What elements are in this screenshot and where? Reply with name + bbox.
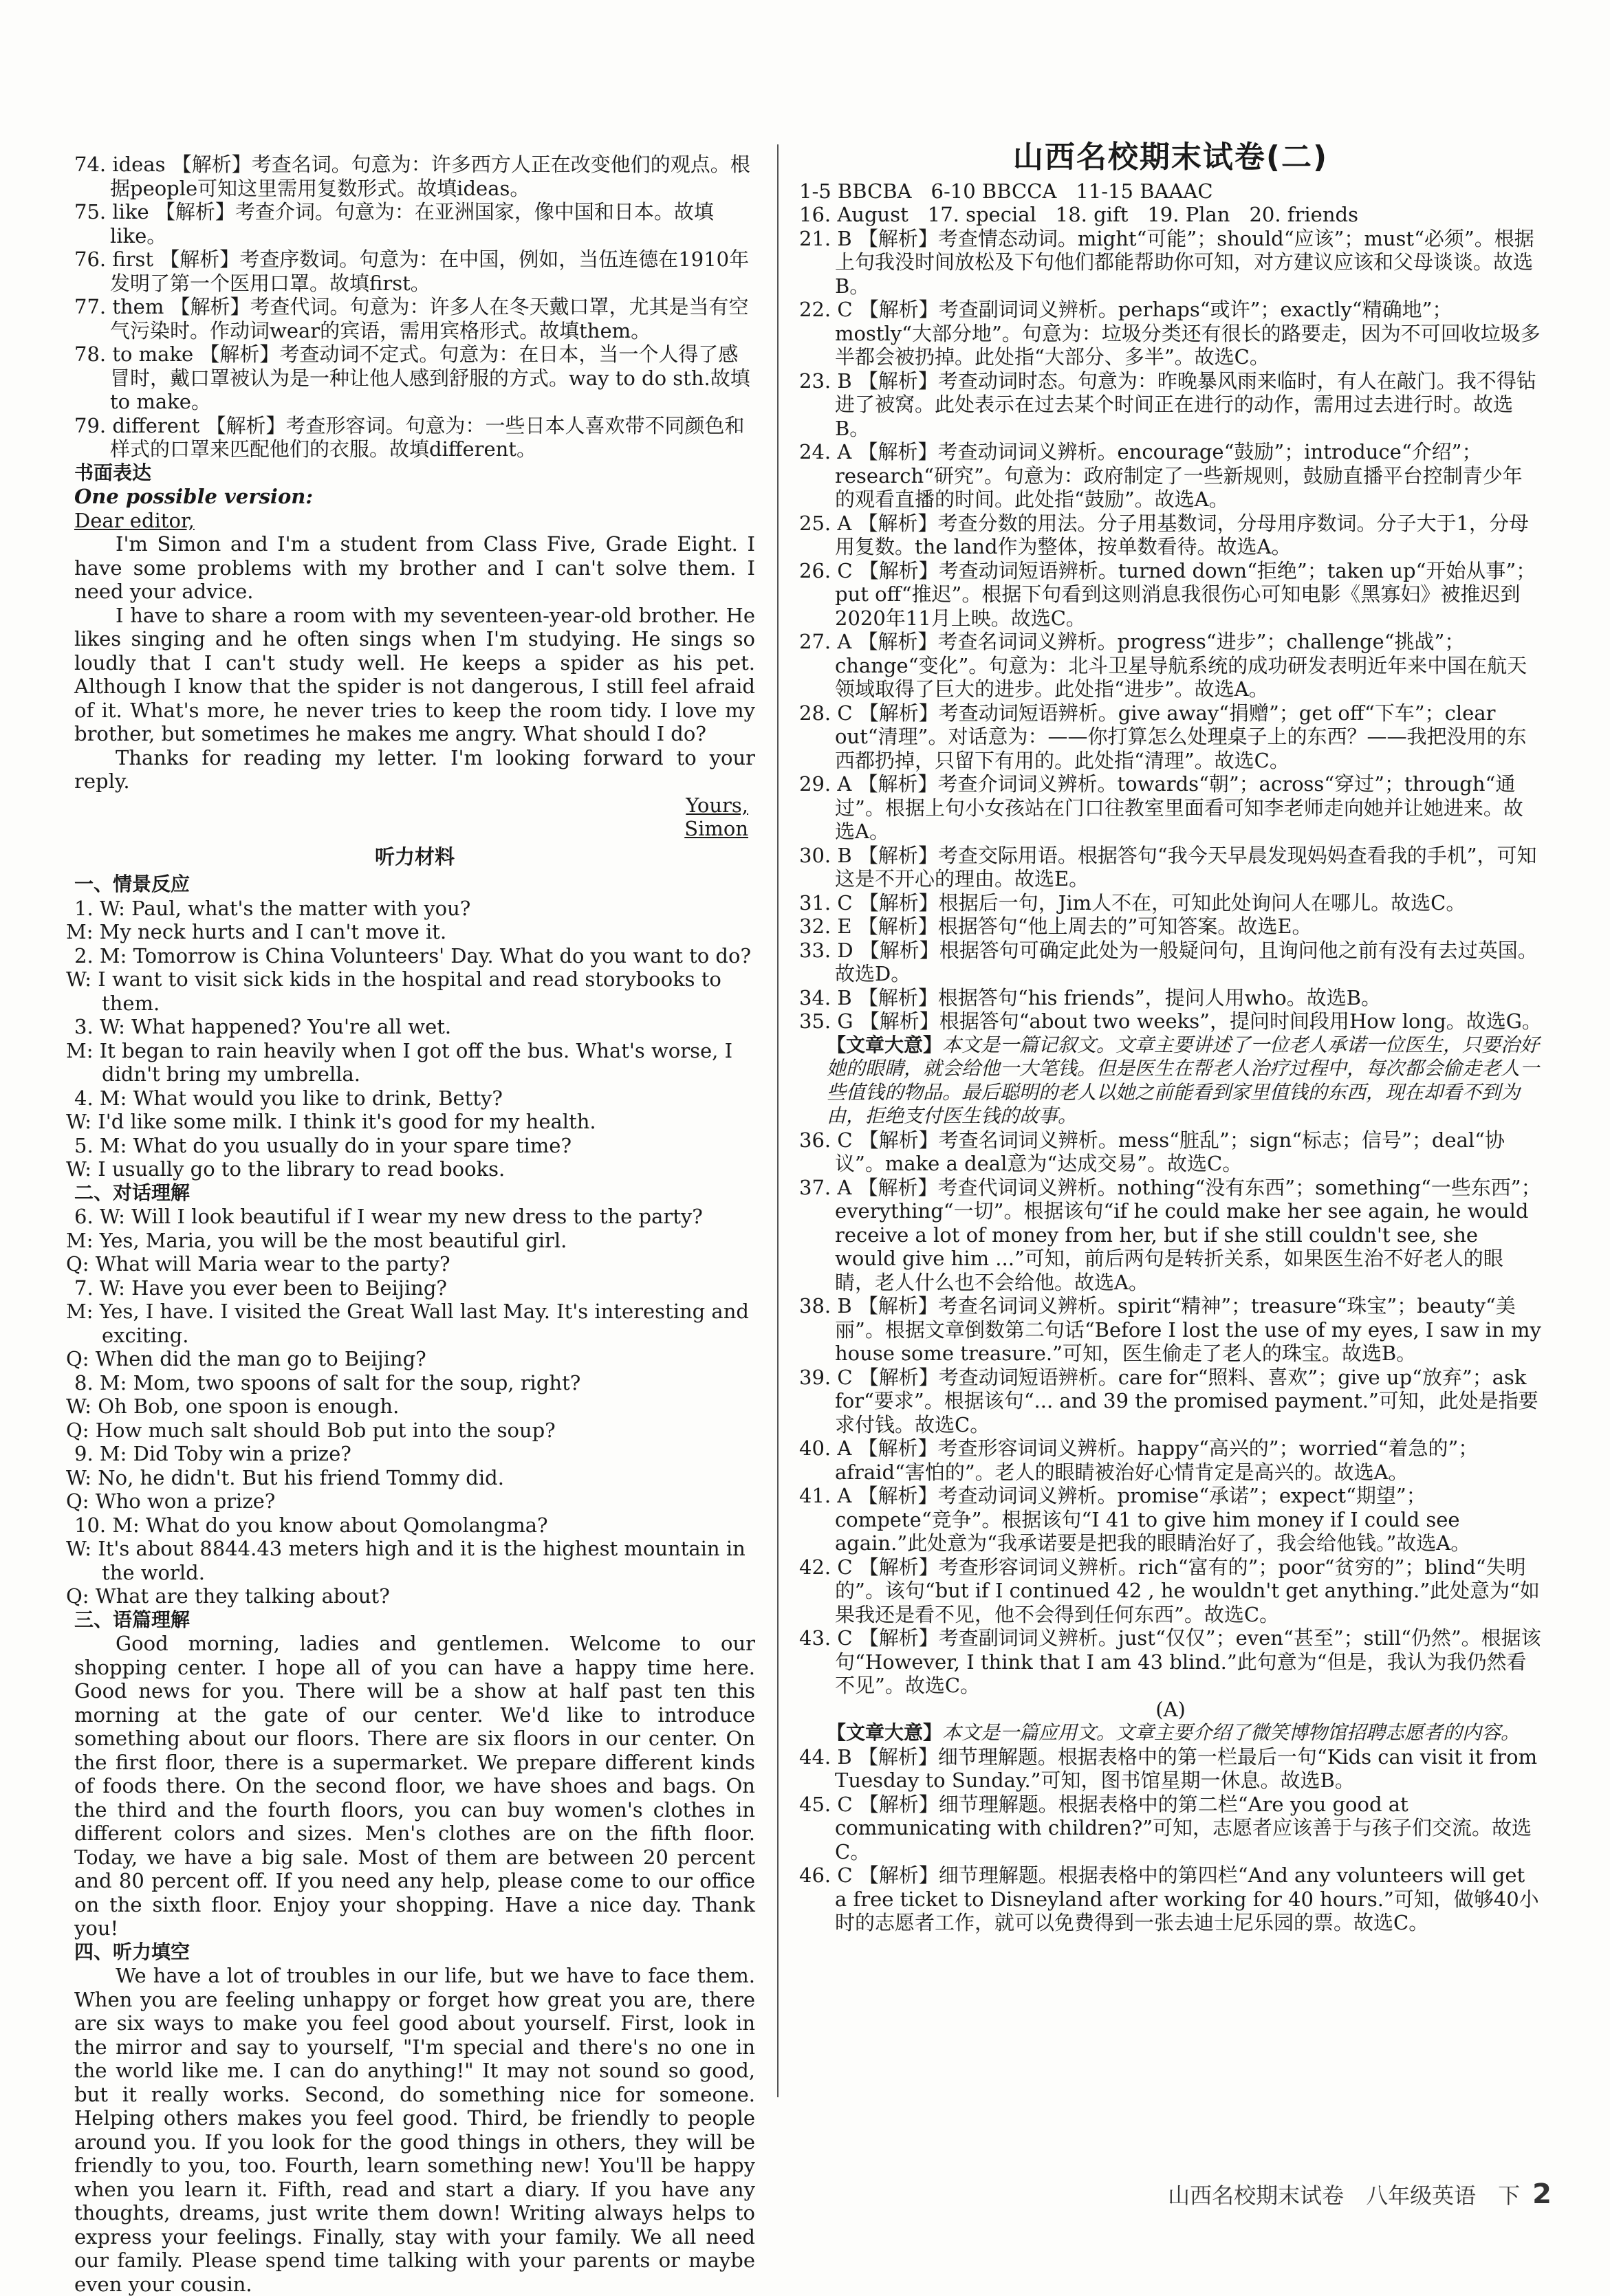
dialog-line: 10. M: What do you know about Qomolangma? (74, 1513, 548, 1537)
answer-item: 26. C 【解析】考查动词短语辨析。turned down“拒绝”；taken up“开始从事”；put off“推迟”。根据下句看到这则消息我很伤心可知电影《黑寡妇》被推迟到2020年11月上映。故选C。 (799, 558, 1536, 630)
answer-item: 37. A 【解析】考查代词词义辨析。nothing“没有东西”；something“一些东西”；everything“一切”。根据该句“if he could make her see again, he would receive a lot of money from her, but if she still couldn't see, she would give him ...”可知，前后两句是转折关系，如果医生治不好老人的眼睛，老人什么也不会给他。故选A。 (799, 1175, 1541, 1294)
right-column (799, 140, 1542, 1935)
section-4-heading: 四、听力填空 (74, 1940, 191, 1963)
writing-heading: 书面表达 (74, 461, 152, 484)
summary-2-text: 本文是一篇应用文。文章主要介绍了微笑博物馆招聘志愿者的内容。 (942, 1721, 1521, 1744)
version-label: One possible version: (74, 485, 314, 508)
answer-item: 46. C 【解析】细节理解题。根据表格中的第四栏“And any volunteers will get a free ticket to Disneyland after working for 40 hours.”可知，做够40小时的志愿者工作，就可以免费得到一张去迪士尼乐园的票。故选C。 (799, 1863, 1539, 1934)
answer-item: 39. C 【解析】考查动词短语辨析。care for“照料、喜欢”；give up“放弃”；ask for“要求”。根据该句“... and 39 the promised payment.”可知，此处是指要求付钱。故选C。 (799, 1365, 1538, 1436)
answer-item: 29. A 【解析】考查介词词义辨析。towards“朝”；across“穿过”；through“通过”。根据上句小女孩站在门口往教室里面看可知李老师走向她并让她进来。故选A。 (799, 772, 1523, 843)
left-column (66, 153, 755, 2296)
answer-item: 40. A 【解析】考查形容词词义辨析。happy“高兴的”；worried“着急的”；afraid“害怕的”。老人的眼睛被治好心情肯定是高兴的。故选A。 (799, 1436, 1479, 1484)
dialog-item (66, 1086, 755, 1134)
answer-item: 79. different 【解析】考查形容词。句意为：一些日本人喜欢带不同颜色和样式的口罩来匹配他们的衣服。故填different。 (74, 413, 745, 461)
letter-paragraph: Thanks for reading my letter. I'm looking forward to your reply. (74, 745, 755, 793)
answer-item: 34. B 【解析】根据答句“his friends”，提问人用who。故选B。 (799, 985, 1381, 1009)
answer-item: 77. them 【解析】考查代词。句意为：许多人在冬天戴口罩，尤其是当有空气污染时。作动词wear的宾语，需用宾格形式。故填them。 (74, 295, 749, 342)
answer-item: 78. to make 【解析】考查动词不定式。句意为：在日本，当一个人得了感冒时，戴口罩被认为是一种让他人感到舒服的方式。way to do sth.故填to make。 (74, 342, 750, 413)
answer-item: 74. ideas 【解析】考查名词。句意为：许多西方人正在改变他们的观点。根据people可知这里需用复数形式。故填ideas。 (74, 153, 750, 200)
letter-paragraph: I'm Simon and I'm a student from Class Five, Grade Eight. I have some problems with my brother and I can't solve them. I need your advice. (74, 532, 755, 603)
page-footer (1168, 2178, 1552, 2210)
dialog-item (66, 943, 755, 1016)
dialog-item (66, 1513, 755, 1608)
dialog-line: W: I'd like some milk. I think it's good for my health. (66, 1110, 596, 1133)
section-2-heading: 二、对话理解 (74, 1181, 191, 1204)
salutation: Dear editor, (74, 508, 195, 532)
dialog-line: Q: When did the man go to Beijing? (66, 1347, 426, 1370)
answer-item: 43. C 【解析】考查副词词义辨析。just“仅仅”；even“甚至”；still“仍然”。根据该句“However, I think that I am 43 blind.”此句意为“但是，我认为我仍然看不见”。故选C。 (799, 1626, 1541, 1697)
answer-item: 41. A 【解析】考查动词词义辨析。promise“承诺”；expect“期望”；compete“竞争”。根据该句“I 41 to give him money if I could see again.”此处意为“我承诺要是把我的眼睛治好了，我会给他钱。”故选A。 (799, 1484, 1471, 1555)
dialog-line: 5. M: What do you usually do in your spare time? (74, 1133, 572, 1157)
answer-item: 22. C 【解析】考查副词词义辨析。perhaps“或许”；exactly“精确地”；mostly“大部分地”。句意为：垃圾分类还有很长的路要走，因为不可回收垃圾多半都会被扔掉。此处指“大部分、多半”。故选C。 (799, 298, 1541, 369)
dialog-line: Q: How much salt should Bob put into the soup? (66, 1418, 556, 1442)
answer-key: 17. special (927, 203, 1036, 226)
dialog-item (66, 1370, 755, 1443)
answer-item: 36. C 【解析】考查名词词义辨析。mess“脏乱”；sign“标志；信号”；deal“协议”。make a deal意为“达成交易”。故选C。 (799, 1128, 1505, 1175)
dialog-line: Q: Who won a prize? (66, 1489, 276, 1513)
dialog-line: W: I want to visit sick kids in the hospital and read storybooks to them. (66, 967, 721, 1015)
dialog-line: 8. M: Mom, two spoons of salt for the soup, right? (74, 1370, 581, 1395)
dialog-line: 3. W: What happened? You're all wet. (74, 1015, 452, 1038)
listening-title: 听力材料 (374, 844, 455, 868)
answer-item: 45. C 【解析】细节理解题。根据表格中的第二栏“Are you good at communicating with children?”可知，志愿者应该善于与孩子们交流。故选C。 (799, 1792, 1532, 1863)
dialog-line: 2. M: Tomorrow is China Volunteers' Day. What do you want to do? (74, 943, 751, 967)
passage-4: We have a lot of troubles in our life, but we have to face them. When you are feeling unhappy or forget how great you are, there are six ways to make you feel good about yourself. First, look in the mirror and say to yourself, "I'm special and there's no one in the world like me. I can do anything!" It may not sound so good, but it really works. Second, do something nice for someone. Helping others makes you feel good. Third, be friendly to people around you. If you look for the good things in others, they will be friendly to you, too. Fourth, learn something new! You'll be happy when you learn it. Fifth, read and start a diary. If you have any thoughts, dreams, just write them down! Writing always helps to express your feelings. Finally, stay with your family. We all need our family. Please spend time talking with your parents or maybe even your cousin. (74, 1964, 755, 2296)
dialog-line: M: My neck hurts and I can't move it. (66, 920, 447, 943)
closing: Yours, (686, 793, 748, 817)
answer-item: 25. A 【解析】考查分数的用法。分子用基数词，分母用序数词。分子大于1，分母用复数。the land作为整体，按单数看待。故选A。 (799, 511, 1529, 558)
answer-item: 33. D 【解析】根据答句可确定此处为一般疑问句，且询问他之前有没有去过英国。故选D。 (799, 938, 1538, 985)
answer-key: 1-5 BBCBA (799, 179, 912, 203)
dialog-item (66, 1133, 755, 1181)
dialog-item (66, 1205, 755, 1276)
answer-item: 42. C 【解析】考查形容词词义辨析。rich“富有的”；poor“贫穷的”；blind“失明的”。该句“but if I continued 42 , he wouldn't get anything.”此处意为“如果我还是看不见，他不会得到任何东西”。故选C。 (799, 1555, 1540, 1626)
dialog-item (66, 1276, 755, 1371)
signature: Simon (684, 817, 748, 840)
answer-item: 75. like 【解析】考查介词。句意为：在亚洲国家，像中国和日本。故填like。 (74, 200, 714, 248)
answers-row-2 (799, 203, 1542, 227)
dialog-line: W: It's about 8844.43 meters high and it is the highest mountain in the world. (66, 1537, 746, 1584)
exam-title: 山西名校期末试卷(二) (1012, 140, 1329, 175)
answer-key: 11-15 BAAAC (1076, 179, 1213, 203)
dialog-line: 6. W: Will I look beautiful if I wear my new dress to the party? (74, 1205, 703, 1228)
column-divider (777, 144, 779, 2097)
dialog-item (66, 1015, 755, 1086)
answer-key: 6-10 BBCCA (931, 179, 1057, 203)
answer-item: 23. B 【解析】考查动词时态。句意为：昨晚暴风雨来临时，有人在敲门。我不得钻进了被窝。此处表示在过去某个时间正在进行的动作，需用过去进行时。故选B。 (799, 369, 1536, 440)
answer-item: 38. B 【解析】考查名词词义辨析。spirit“精神”；treasure“珠宝”；beauty“美丽”。根据文章倒数第二句话“Before I lost the use of my eyes, I saw in my house some treasure.”可知，医生偷走了老人的珠宝。故选B。 (799, 1294, 1541, 1365)
answer-item: 44. B 【解析】细节理解题。根据表格中的第一栏最后一句“Kids can visit it from Tuesday to Sunday.”可知，图书馆星期一休息。故选B。 (799, 1745, 1538, 1792)
answer-item: 30. B 【解析】考查交际用语。根据答句“我今天早晨发现妈妈查看我的手机”，可知这是不开心的理由。故选E。 (799, 843, 1537, 890)
answer-item: 24. A 【解析】考查动词词义辨析。encourage“鼓励”；introduce“介绍”；research“研究”。句意为：政府制定了一些新规则，鼓励直播平台控制青少年的观看直播的时间。此处指“鼓励”。故选A。 (799, 440, 1523, 511)
dialog-line: M: Yes, I have. I visited the Great Wall last May. It's interesting and exciting. (66, 1300, 749, 1347)
answers-row-1 (799, 179, 1542, 204)
answer-item: 32. E 【解析】根据答句“他上周去的”可知答案。故选E。 (799, 915, 1312, 938)
answer-item: 31. C 【解析】根据后一句，Jim人不在，可知此处询问人在哪儿。故选C。 (799, 890, 1466, 915)
answer-item: 27. A 【解析】考查名词词义辨析。progress“进步”；challenge“挑战”；change“变化”。句意为：北斗卫星导航系统的成功研发表明近年来中国在航天领域取得了巨大的进步。此处指“进步”。故选A。 (799, 630, 1527, 701)
part-a-label: (A) (1155, 1697, 1186, 1721)
summary-2 (799, 1721, 1542, 1745)
dialog-line: 4. M: What would you like to drink, Betty? (74, 1086, 503, 1110)
dialog-line: Q: What will Maria wear to the party? (66, 1252, 450, 1276)
summary-1-label: 【文章大意】 (827, 1033, 943, 1056)
section-3-heading: 三、语篇理解 (74, 1608, 191, 1631)
section-1-heading: 一、情景反应 (74, 873, 191, 895)
answer-key: 19. Plan (1147, 203, 1230, 226)
summary-2-label: 【文章大意】 (827, 1721, 943, 1744)
dialog-line: M: Yes, Maria, you will be the most beautiful girl. (66, 1228, 567, 1252)
dialog-line: W: Oh Bob, one spoon is enough. (66, 1395, 400, 1418)
answer-key: 20. friends (1249, 203, 1358, 226)
answer-key: 18. gift (1055, 203, 1129, 226)
page-number: 2 (1532, 2178, 1552, 2210)
dialog-line: M: It began to rain heavily when I got off the bus. What's worse, I didn't bring my umbrella. (66, 1038, 733, 1086)
dialog-item (66, 1442, 755, 1513)
summary-1 (799, 1034, 1542, 1128)
dialog-line: 1. W: Paul, what's the matter with you? (74, 896, 471, 920)
dialog-line: Q: What are they talking about? (66, 1584, 390, 1608)
dialog-line: 9. M: Did Toby win a prize? (74, 1442, 351, 1465)
answer-item: 76. first 【解析】考查序数词。句意为：在中国，例如，当伍连德在1910年发明了第一个医用口罩。故填first。 (74, 248, 750, 295)
dialog-line: W: I usually go to the library to read books. (66, 1157, 505, 1181)
answer-item: 28. C 【解析】考查动词短语辨析。give away“捐赠”；get off“下车”；clear out“清理”。对话意为：——你打算怎么处理桌子上的东西？——我把没用的东西都扔掉，只留下有用的。此处指“清理”。故选C。 (799, 701, 1527, 772)
footer-text: 山西名校期末试卷 八年级英语 下 (1168, 2183, 1521, 2209)
answer-item: 21. B 【解析】考查情态动词。might“可能”；should“应该”；must“必须”。根据上句我没时间放松及下句他们都能帮助你可知，对方建议应该和父母谈谈。故选B。 (799, 226, 1534, 298)
letter-paragraph: I have to share a room with my seventeen-year-old brother. He likes singing and he often sings when I'm studying. He sings so loudly that I can't study well. He keeps a spider as his pet. Although I know that the spider is not dangerous, I still feel afraid of it. What's more, he never tries to keep the room tidy. I love my brother, but sometimes he makes me angry. What should I do? (74, 603, 755, 745)
dialog-line: W: No, he didn't. But his friend Tommy did. (66, 1465, 504, 1489)
answer-item: 35. G 【解析】根据答句“about two weeks”，提问时间段用How long。故选G。 (799, 1009, 1542, 1033)
summary-1-text: 本文是一篇记叙文。文章主要讲述了一位老人承诺一位医生，只要治好她的眼睛，就会给他一大笔钱。但是医生在帮老人治疗过程中，每次都会偷走老人一些值钱的物品。最后聪明的老人以她之前能看到家里值钱的东西，现在却看不到为由，拒绝支付医生钱的故事。 (827, 1033, 1540, 1127)
dialog-item (66, 896, 755, 944)
dialog-line: 7. W: Have you ever been to Beijing? (74, 1276, 447, 1300)
passage-3: Good morning, ladies and gentlemen. Welcome to our shopping center. I hope all of you can have a happy time here. Good news for you. There will be a show at half past ten this morning at the gate of our center. We'd like to introduce something about our floors. There are six floors in our center. On the first floor, there is a supermarket. We prepare different kinds of foods there. On the second floor, we have shoes and bags. On the third and the fourth floors, you can buy women's clothes in different colors and sizes. Men's clothes are on the fifth floor. Today, we have a big sale. Most of them are between 20 percent and 80 percent off. If you need any help, please come to our office on the sixth floor. Enjoy your shopping. Have a nice day. Thank you! (74, 1632, 755, 1940)
answer-key: 16. August (799, 203, 909, 226)
